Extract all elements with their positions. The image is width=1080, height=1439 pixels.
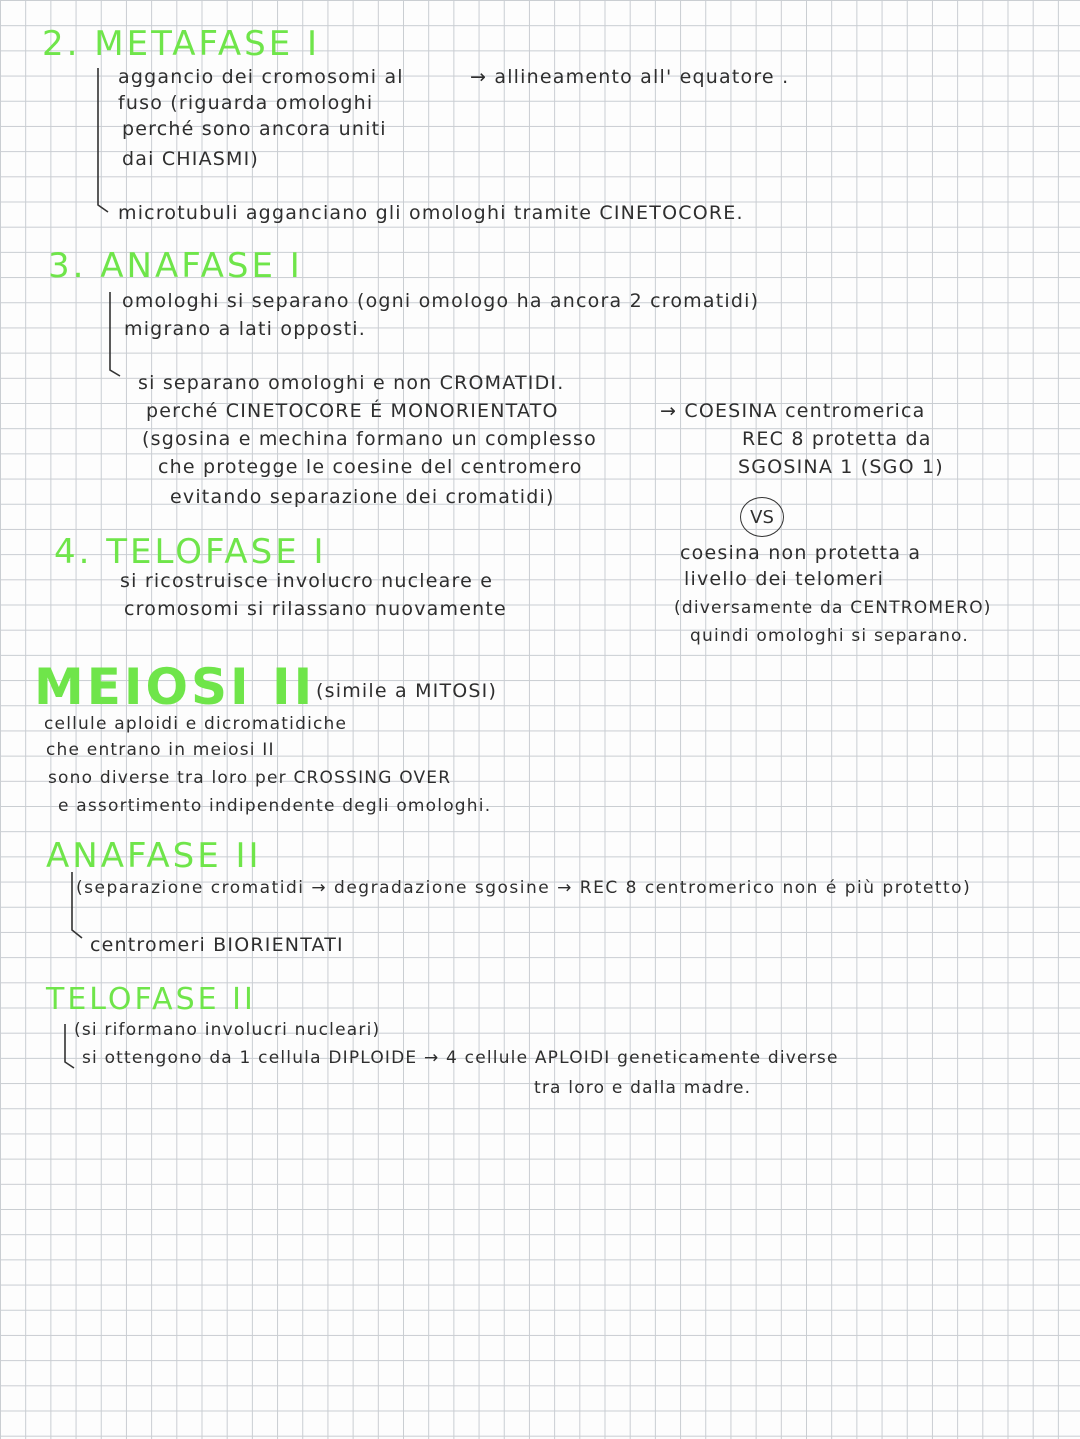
- metafase-bottom-line: microtubuli agganciano gli omologhi tramite CINETOCORE.: [118, 202, 744, 224]
- vs-circle: VS: [740, 497, 784, 537]
- meiosi2-line-2: che entrano in meiosi II: [46, 740, 275, 760]
- telofase2-line-1: (si riformano involucri nucleari): [74, 1020, 381, 1040]
- anafase1-right-2: REC 8 protetta da: [742, 428, 932, 450]
- heading-anafase-2: ANAFASE II: [46, 836, 262, 876]
- heading-telofase-1: 4. TELOFASE I: [54, 532, 327, 572]
- heading-telofase-2: TELOFASE II: [46, 982, 256, 1017]
- anafase2-line-1: (separazione cromatidi → degradazione sgosine → REC 8 centromerico non é più protetto): [76, 878, 972, 898]
- anafase1-right-5: livello dei telomeri: [684, 568, 885, 590]
- telofase1-line-1: si ricostruisce involucro nucleare e: [120, 570, 494, 592]
- telofase1-line-2: cromosomi si rilassano nuovamente: [124, 598, 507, 620]
- heading-metafase-1: 2. METAFASE I: [42, 24, 321, 64]
- meiosi2-line-1: cellule aploidi e dicromatidiche: [44, 714, 348, 734]
- anafase1-sub-5: evitando separazione dei cromatidi): [170, 486, 555, 508]
- anafase1-right-6: (diversamente da CENTROMERO): [674, 598, 992, 618]
- heading-anafase-1: 3. ANAFASE I: [48, 246, 303, 286]
- anafase1-right-7: quindi omologhi si separano.: [690, 626, 969, 646]
- metafase-line-1: aggancio dei cromosomi al: [118, 66, 404, 88]
- telofase2-line-3: tra loro e dalla madre.: [534, 1078, 752, 1098]
- meiosi2-note: (simile a MITOSI): [316, 680, 498, 702]
- meiosi2-line-4: e assortimento indipendente degli omologhi.: [58, 796, 492, 816]
- anafase1-sub-2: perché CINETOCORE É MONORIENTATO: [146, 400, 559, 422]
- anafase1-right-4: coesina non protetta a: [680, 542, 922, 564]
- metafase-arrow-text: → allineamento all' equatore .: [470, 66, 790, 88]
- anafase2-line-2: centromeri BIORIENTATI: [90, 934, 344, 956]
- telofase2-line-2: si ottengono da 1 cellula DIPLOIDE → 4 cellule APLOIDI geneticamente diverse: [82, 1048, 839, 1068]
- heading-meiosi-2: MEIOSI II: [34, 658, 316, 716]
- anafase1-line-1: omologhi si separano (ogni omologo ha ancora 2 cromatidi): [122, 290, 760, 312]
- anafase1-sub-3: (sgosina e mechina formano un complesso: [142, 428, 597, 450]
- anafase1-right-1: → COESINA centromerica: [660, 400, 926, 422]
- metafase-line-3: perché sono ancora uniti: [122, 118, 387, 140]
- metafase-line-4: dai CHIASMI): [122, 148, 260, 170]
- metafase-line-2: fuso (riguarda omologhi: [118, 92, 374, 114]
- meiosi2-line-3: sono diverse tra loro per CROSSING OVER: [48, 768, 452, 788]
- anafase1-right-3: SGOSINA 1 (SGO 1): [738, 456, 944, 478]
- anafase1-line-2: migrano a lati opposti.: [124, 318, 367, 340]
- anafase1-sub-4: che protegge le coesine del centromero: [158, 456, 583, 478]
- anafase1-sub-1: si separano omologhi e non CROMATIDI.: [138, 372, 565, 394]
